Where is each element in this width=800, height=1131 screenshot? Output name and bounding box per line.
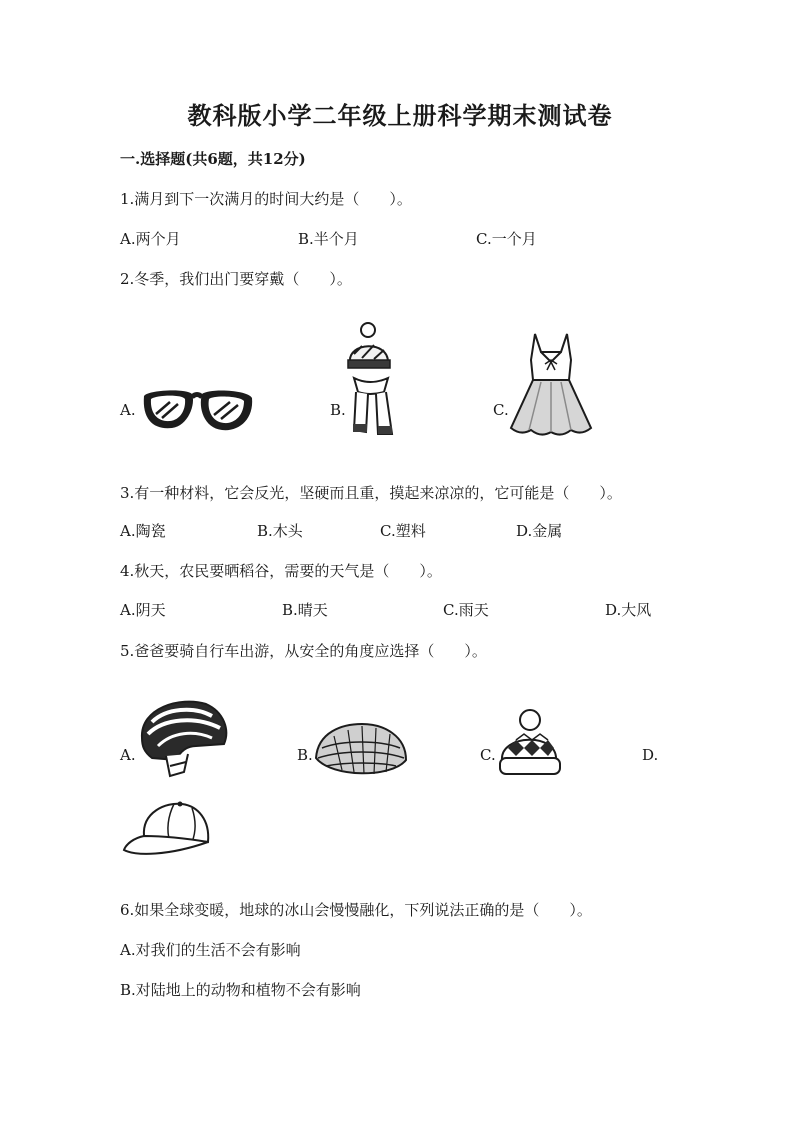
- dress-icon: [505, 330, 597, 442]
- bike-helmet-icon: [136, 694, 230, 782]
- q5-option-a[interactable]: A.: [120, 746, 136, 764]
- q1-option-b[interactable]: B.半个月: [298, 230, 359, 248]
- straw-hat-icon: [312, 722, 410, 780]
- q1-option-a[interactable]: A.两个月: [120, 230, 181, 248]
- q1-option-c[interactable]: C.一个月: [476, 230, 537, 248]
- q3-option-a[interactable]: A.陶瓷: [120, 522, 166, 540]
- question-3-stem: 3.有一种材料，它会反光，坚硬而且重，摸起来凉凉的，它可能是（ ）。: [120, 484, 622, 502]
- q3-option-b[interactable]: B.木头: [257, 522, 303, 540]
- question-2-stem: 2.冬季，我们出门要穿戴（ ）。: [120, 270, 352, 288]
- q5-option-d[interactable]: D.: [642, 746, 659, 764]
- page-title: 教科版小学二年级上册科学期末测试卷: [187, 101, 613, 130]
- question-5-stem: 5.爸爸要骑自行车出游，从安全的角度应选择（ ）。: [120, 642, 487, 660]
- question-4-stem: 4.秋天，农民要晒稻谷，需要的天气是（ ）。: [120, 562, 442, 580]
- q5-option-c[interactable]: C.: [480, 746, 496, 764]
- question-6-stem: 6.如果全球变暖，地球的冰山会慢慢融化，下列说法正确的是（ ）。: [120, 901, 592, 919]
- baseball-cap-icon: [122, 798, 214, 860]
- q4-option-b[interactable]: B.晴天: [282, 601, 328, 619]
- q3-option-d[interactable]: D.金属: [516, 522, 563, 540]
- q4-option-a[interactable]: A.阴天: [120, 601, 166, 619]
- q3-option-c[interactable]: C.塑料: [380, 522, 426, 540]
- sunglasses-icon: [138, 382, 256, 438]
- question-1-stem: 1.满月到下一次满月的时间大约是（ ）。: [120, 190, 412, 208]
- q4-option-c[interactable]: C.雨天: [443, 601, 489, 619]
- q2-option-c[interactable]: C.: [493, 401, 509, 419]
- q6-option-b[interactable]: B.对陆地上的动物和植物不会有影响: [120, 981, 361, 999]
- q4-option-d[interactable]: D.大风: [605, 601, 652, 619]
- q2-option-b[interactable]: B.: [330, 401, 346, 419]
- knit-hat-icon: [494, 708, 564, 780]
- q6-option-a[interactable]: A.对我们的生活不会有影响: [120, 941, 301, 959]
- q2-option-a[interactable]: A.: [120, 401, 136, 419]
- section-heading: 一.选择题(共6题，共12分): [120, 150, 306, 168]
- q5-option-b[interactable]: B.: [297, 746, 313, 764]
- winter-hat-and-scarf-icon: [340, 320, 402, 442]
